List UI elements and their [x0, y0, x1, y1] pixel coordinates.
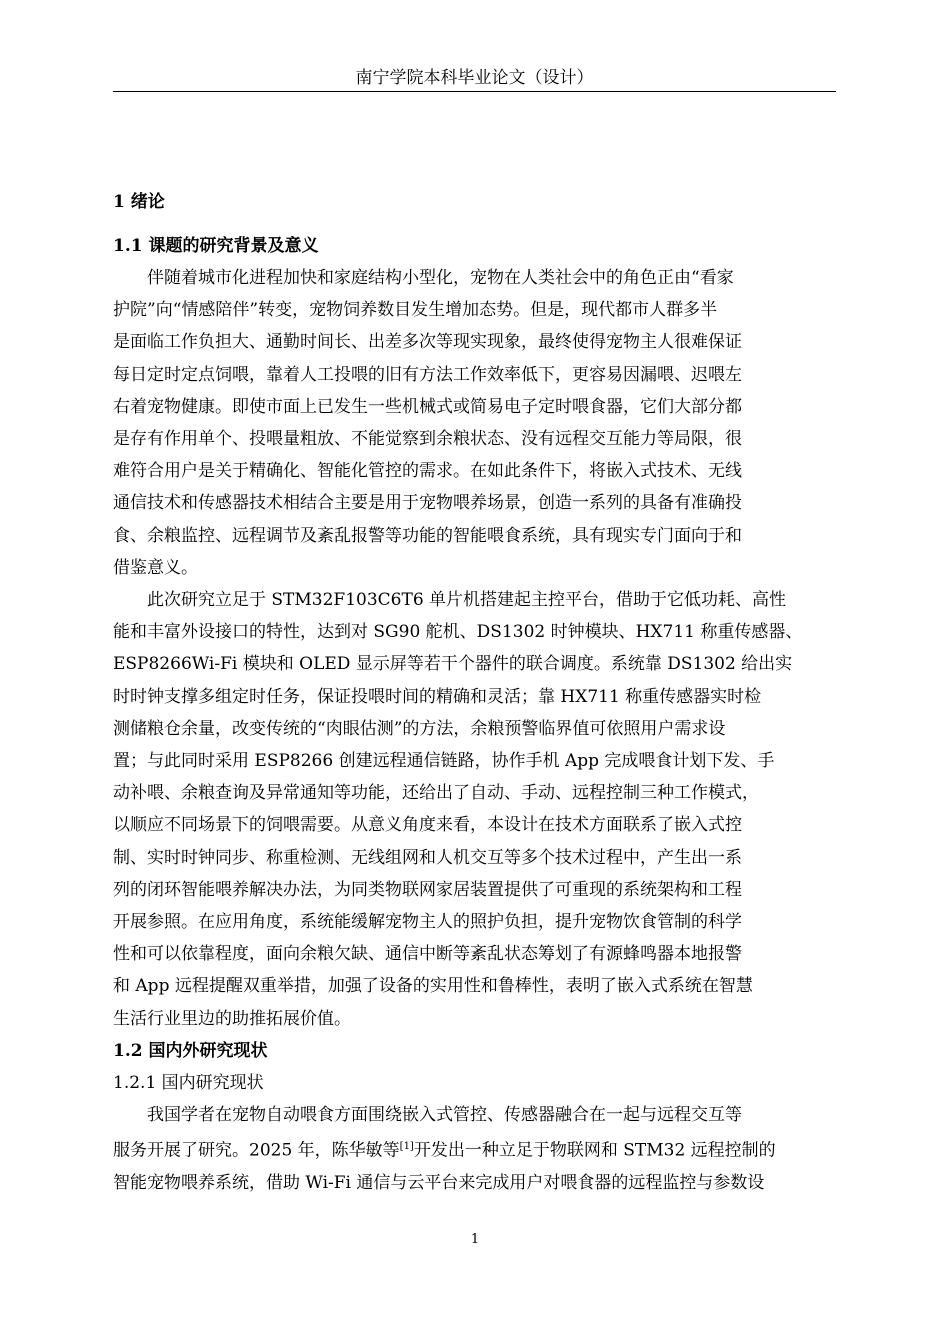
text-line: 我国学者在宠物自动喂食方面围绕嵌入式管控、传感器融合在一起与远程交互等: [147, 1104, 742, 1125]
paragraph-significance: [113, 584, 836, 1035]
text-line: 制、实时时钟同步、称重检测、无线组网和人机交互等多个技术过程中，产生出一系: [113, 847, 742, 868]
text-segment: 开发出一种立足于物联网和 STM32 远程控制的: [413, 1140, 776, 1161]
text-line: 是面临工作负担大、通勤时间长、出差多次等现实现象，最终使得宠物主人很难保证: [113, 332, 742, 353]
paragraph-domestic-research: [113, 1099, 836, 1199]
running-header: 南宁学院本科毕业论文（设计）: [355, 68, 594, 88]
text-line: 性和可以依靠程度，面向余粮欠缺、通信中断等紊乱状态筹划了有源蜂鸣器本地报警: [113, 944, 742, 965]
text-line: 每日定时定点饲喂，靠着人工投喂的旧有方法工作效率低下，更容易因漏喂、迟喂左: [113, 364, 742, 385]
text-line: 难符合用户是关于精确化、智能化管控的需求。在如此条件下，将嵌入式技术、无线: [113, 461, 742, 482]
text-line: 通信技术和传感器技术相结合主要是用于宠物喂养场景，创造一系列的具备有准确投: [113, 493, 742, 514]
text-line: 护院”向“情感陪伴”转变，宠物饲养数目发生增加态势。但是，现代都市人群多半: [113, 300, 718, 321]
text-line: 此次研究立足于 STM32F103C6T6 单片机搭建起主控平台，借助于它低功耗、高性: [147, 590, 787, 611]
text-line: 能和丰富外设接口的特性，达到对 SG90 舵机、DS1302 时钟模块、HX711 称重传感器、: [113, 622, 803, 643]
paragraph-background: [113, 262, 836, 584]
text-line: 食、余粮监控、远程调节及紊乱报警等功能的智能喂食系统，具有现实专门面向于和: [113, 525, 742, 546]
text-line: ESP8266Wi-Fi 模块和 OLED 显示屏等若干个器件的联合调度。系统靠 DS1302 给出实: [113, 654, 793, 675]
text-line: 测储粮仓余量，改变传统的“肉眼估测”的方法，余粮预警临界值可依照用户需求设: [113, 718, 726, 739]
text-segment: 服务开展了研究。2025 年，陈华敏等: [113, 1140, 400, 1161]
text-line: 和 App 远程提醒双重举措，加强了设备的实用性和鲁棒性，表明了嵌入式系统在智慧: [113, 976, 753, 997]
page-body: [113, 186, 836, 1199]
text-line: 置；与此同时采用 ESP8266 创建远程通信链路，协作手机 App 完成喂食计划下发、手: [113, 751, 775, 772]
text-line: 智能宠物喂养系统，借助 Wi-Fi 通信与云平台来完成用户对喂食器的远程监控与参数设: [113, 1172, 765, 1193]
text-line: 生活行业里边的助推拓展价值。: [113, 1008, 351, 1029]
text-line: [113, 1131, 836, 1167]
subsection-heading-1-2-1: 1.2.1 国内研究现状: [113, 1072, 264, 1093]
text-line: 以顺应不同场景下的饲喂需要。从意义角度来看，本设计在技术方面联系了嵌入式控: [113, 815, 742, 836]
citation-ref: [1]: [399, 1141, 414, 1153]
section-heading-1-1: 1.1 课题的研究背景及意义: [113, 236, 319, 256]
text-line: 列的闭环智能喂养解决办法，为同类物联网家居装置提供了可重现的系统架构和工程: [113, 879, 742, 900]
text-line: 伴随着城市化进程加快和家庭结构小型化，宠物在人类社会中的角色正由“看家: [147, 268, 734, 288]
text-line: 是存有作用单个、投喂量粗放、不能觉察到余粮状态、没有远程交互能力等局限，很: [113, 429, 742, 450]
page-number: 1: [470, 1232, 480, 1247]
text-line: 动补喂、余粮查询及异常通知等功能，还给出了自动、手动、远程控制三种工作模式，: [113, 783, 759, 804]
text-line: 右着宠物健康。即使市面上已发生一些机械式或简易电子定时喂食器，它们大部分都: [113, 396, 742, 417]
text-line: 时时钟支撑多组定时任务，保证投喂时间的精确和灵活；靠 HX711 称重传感器实时检: [113, 686, 762, 707]
chapter-heading: 1 绪论: [113, 192, 165, 212]
section-heading-1-2: 1.2 国内外研究现状: [113, 1040, 268, 1061]
text-line: 开展参照。在应用角度，系统能缓解宠物主人的照护负担，提升宠物饮食管制的科学: [113, 912, 742, 933]
text-line: 借鉴意义。: [113, 557, 198, 578]
header-rule: [113, 91, 836, 92]
